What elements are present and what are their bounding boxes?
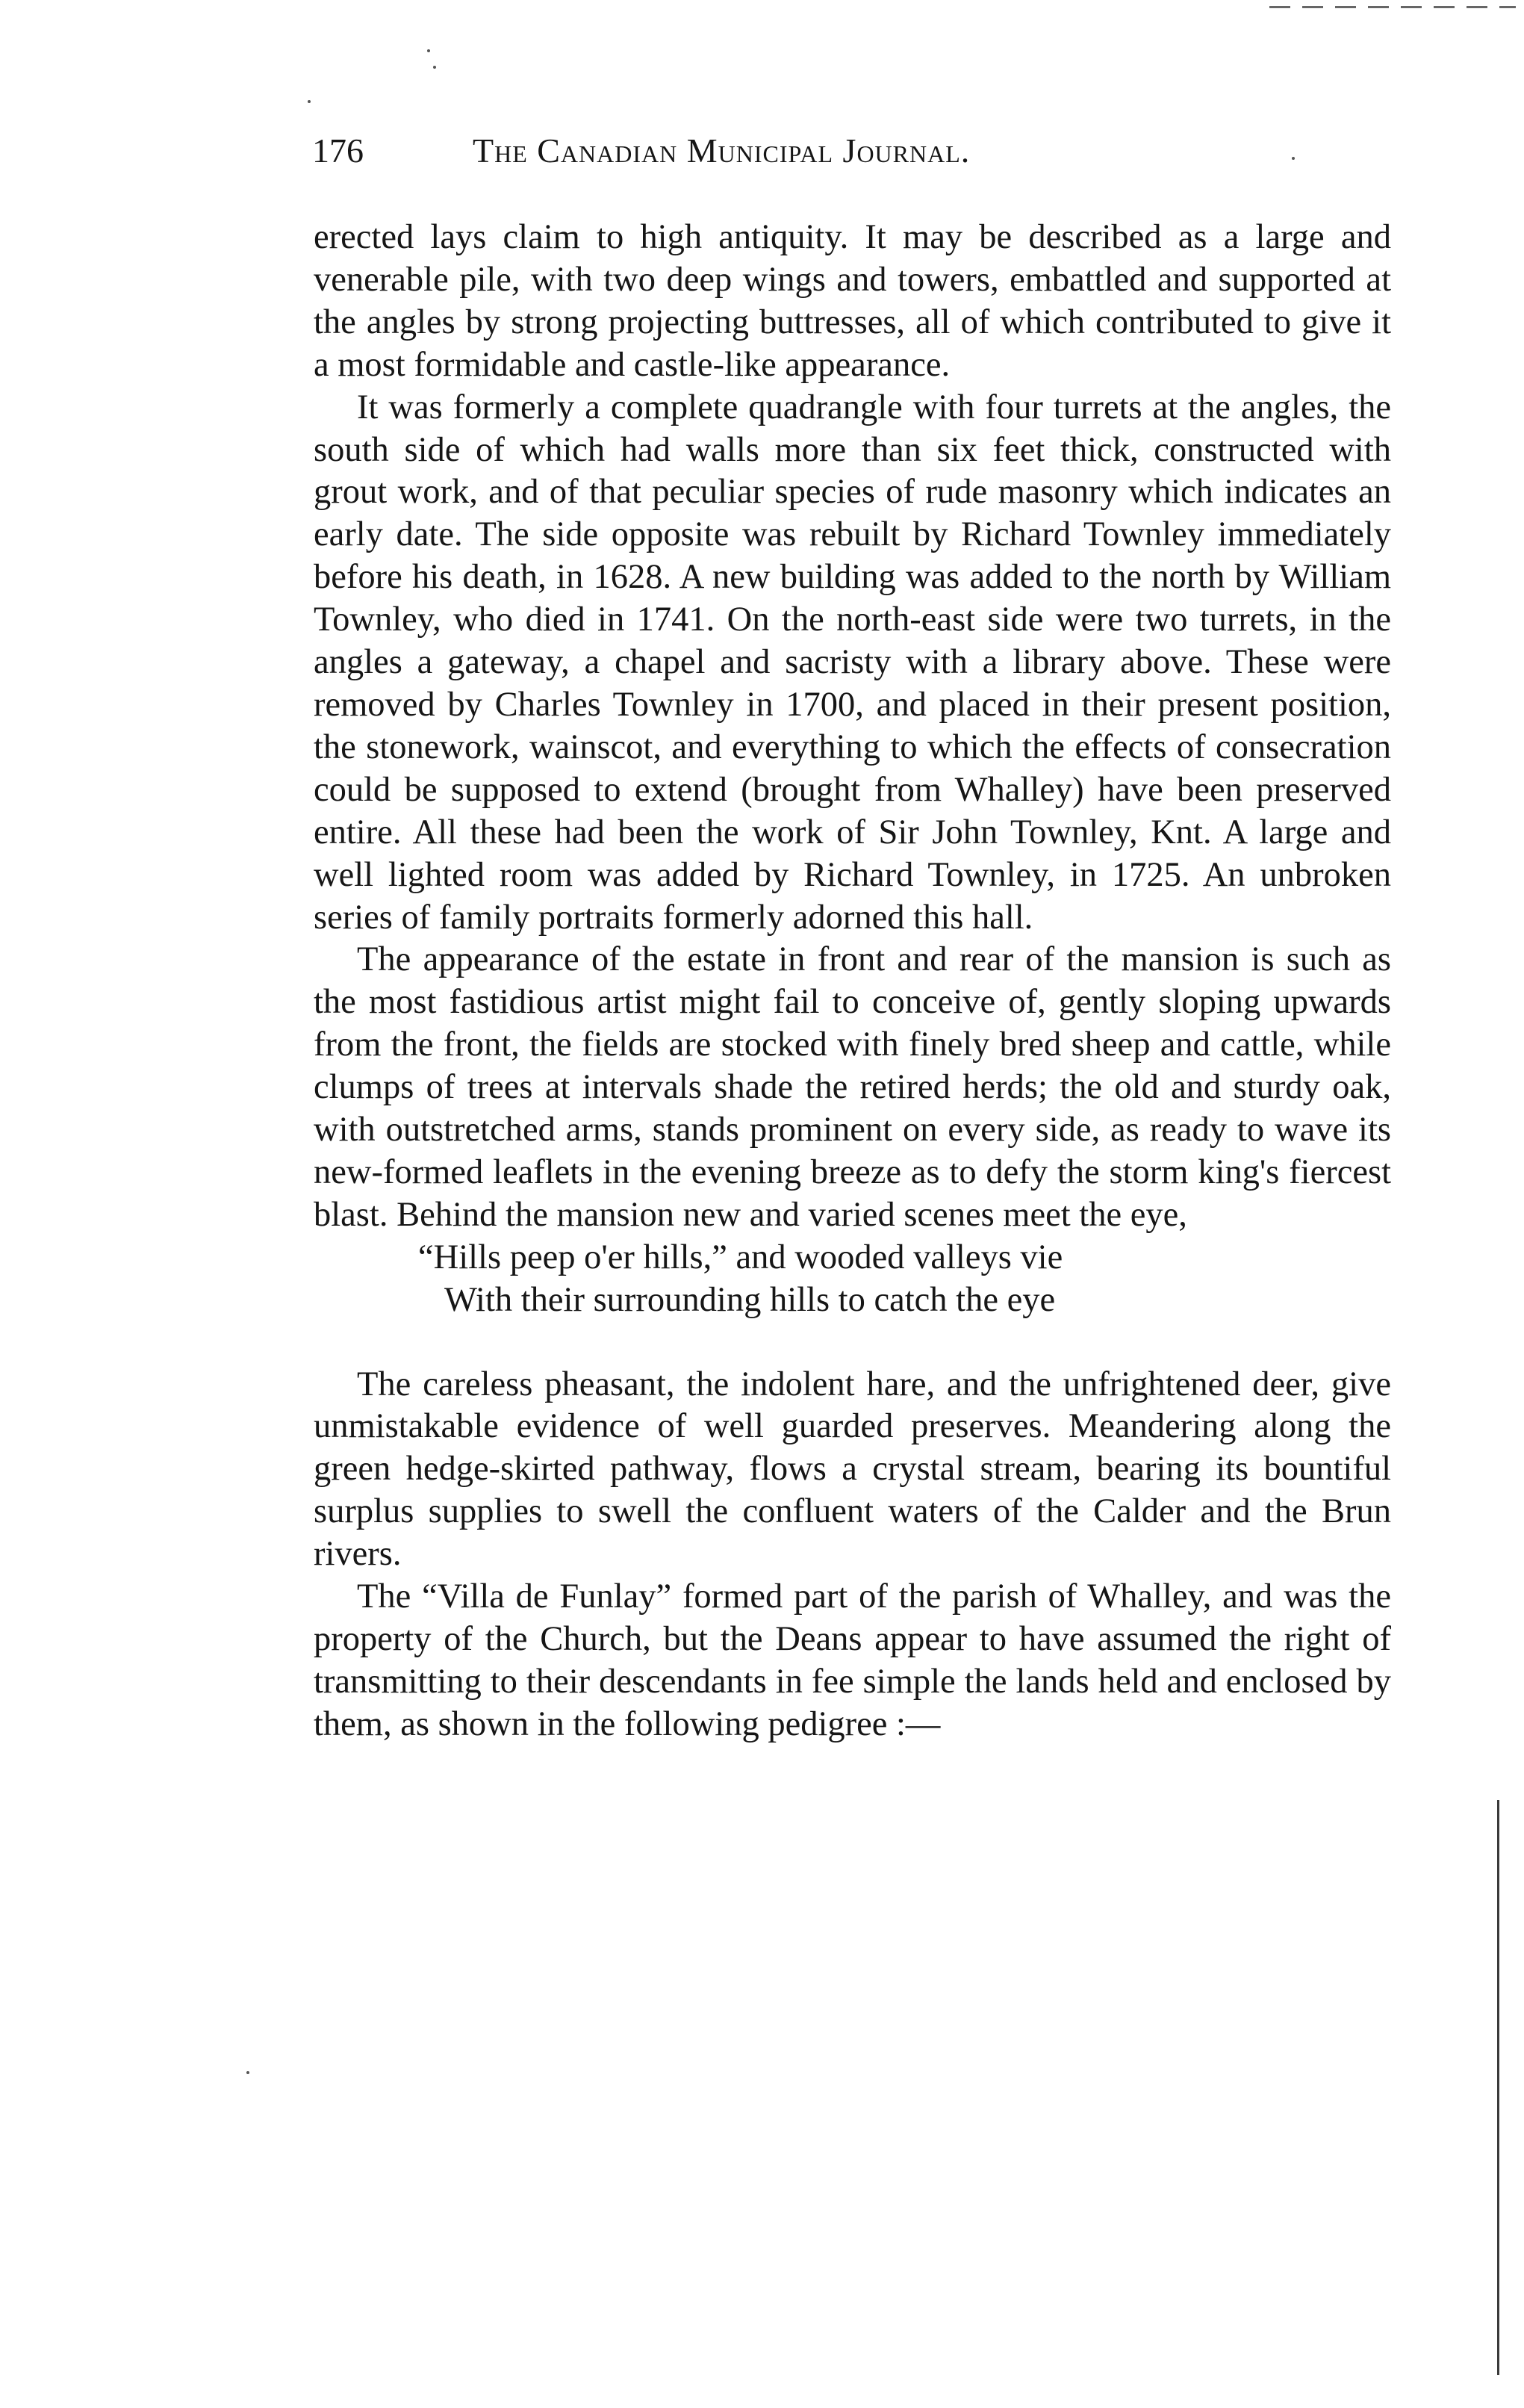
paragraph-5: The “Villa de Funlay” formed part of the parish of Whalley, and was the property of the Church, but the Deans appear to have assumed the right of transmitting to their descendants in fee simple the lands held and enclosed by them, as shown in the following pedigree :— — [314, 1577, 1391, 1743]
scan-speck — [1292, 157, 1295, 160]
page-header — [312, 128, 1387, 173]
paragraph-2: It was formerly a complete quadrangle with four turrets at the angles, the south side of which had walls more than six feet thick, constructed with grout work, and of that peculiar species of rude masonry which indicates an early date. The side opposite was rebuilt by Richard Townley immediately before his death, in 1628. A new building was added to the north by William Townley, who died in 1741. On the north-east side were two turrets, in the angles a gateway, a chapel and sacristy with a library above. These were removed by Charles Townley in 1700, and placed in their present position, the stonework, wainscot, and everything to which the effects of consecration could be supposed to extend (brought from Whalley) have been preserved entire. All these had been the work of Sir John Townley, Knt. A large and well lighted room was added by Richard Townley, in 1725. An unbroken series of family portraits formerly adorned this hall. — [314, 388, 1391, 937]
page-number: 176 — [312, 131, 364, 170]
scan-top-dashes — [1269, 6, 1516, 8]
scan-speck — [246, 2071, 249, 2074]
paragraph-3: The appearance of the estate in front and rear of the mansion is such as the most fastidious artist might fail to conceive of, gently sloping upwards from the front, the fields are stocked with finely bred sheep and cattle, while clumps of trees at intervals shade the retired herds; the old and sturdy oak, with outstretched arms, stands prominent on every side, as ready to wave its new-formed leaflets in the evening breeze as to defy the storm king's fiercest blast. Behind the mansion new and varied scenes meet the eye, — [314, 940, 1391, 1234]
verse-quote — [314, 1237, 1391, 1322]
verse-line-1: “Hills peep o'er hills,” and wooded valleys vie — [418, 1238, 1063, 1276]
body-text — [314, 217, 1391, 1746]
verse-spacer — [314, 1322, 1391, 1364]
running-title: The Canadian Municipal Journal. — [473, 131, 971, 170]
paragraph-1: erected lays claim to high antiquity. It may be described as a large and venerable pile, with two deep wings and towers, embattled and supported at the angles by strong projecting buttresses, all of which contributed to give it a most formidable and castle-like appearance. — [314, 218, 1391, 384]
scan-speck — [433, 66, 436, 69]
scan-speck — [308, 100, 311, 103]
scan-edge-line — [1497, 1800, 1499, 2375]
scan-speck — [427, 49, 430, 52]
paragraph-4: The careless pheasant, the indolent hare, and the unfrightened deer, give unmistakable evidence of well guarded preserves. Meandering along the green hedge-skirted pathway, flows a crystal stream, bearing its bountiful surplus supplies to swell the confluent waters of the Calder and the Brun rivers. — [314, 1365, 1391, 1574]
verse-line-2: With their surrounding hills to catch the eye — [444, 1280, 1056, 1319]
